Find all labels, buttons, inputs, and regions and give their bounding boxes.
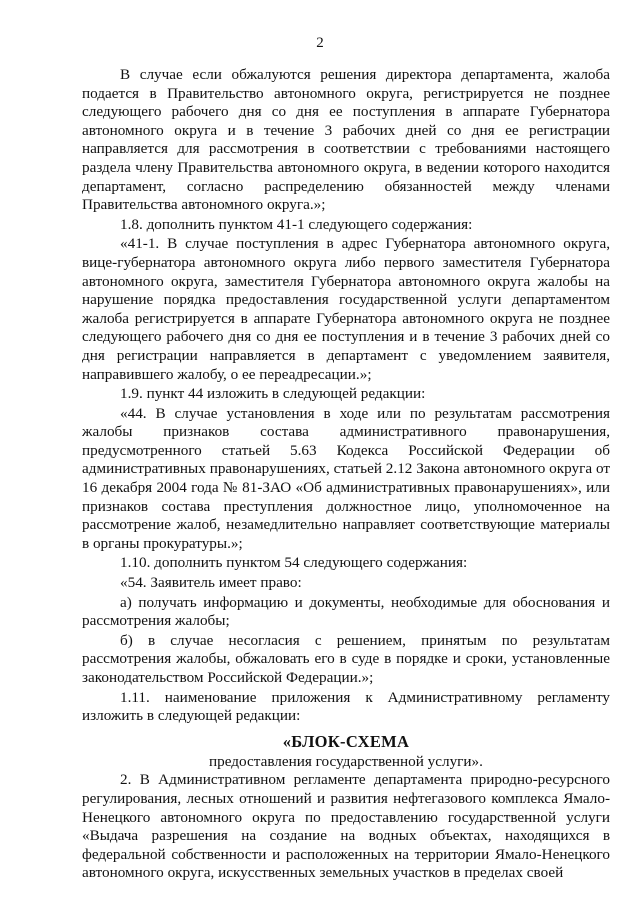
paragraph-item-1-8: 1.8. дополнить пунктом 41-1 следующего содержания: xyxy=(120,215,473,233)
paragraph-clause-54: «54. Заявитель имеет право: xyxy=(120,574,302,592)
paragraph-item-1-10: 1.10. дополнить пунктом 54 следующего содержания: xyxy=(120,554,468,572)
block-scheme-subtitle: предоставления государственной услуги». xyxy=(209,752,483,770)
paragraph-item-1-9: 1.9. пункт 44 изложить в следующей редакции: xyxy=(120,385,426,403)
paragraph-right-b: б) в случае несогласия с решением, принятым по результатам рассмотрения жалобы, обжаловать его в суде в порядке и сроки, установленные законодательством Российской Федерации.»; xyxy=(82,631,610,686)
paragraph-appeal-director: В случае если обжалуются решения директора департамента, жалоба подается в Правительство автономного округа, регистрируется не позднее следующего рабочего дня со дня ее поступления в аппарате Губернатора автономного округа и в течение 3 рабочих дней со дня ее регистрации направляется для рассмотрения в соответствии с требованиями настоящего раздела члену Правительства автономного округа, в ведении которого находится департамент, согласно распределению обязанностей между членами Правительства автономного округа.»; xyxy=(82,66,610,214)
paragraph-clause-44: «44. В случае установления в ходе или по результатам рассмотрения жалобы признаков состава административного правонарушения, предусмотренного статьей 5.63 Кодекса Российской Федерации об административных правонарушениях, статьей 2.12 Закона автономного округа от 16 декабря 2004 года № 81-ЗАО «Об административных правонарушениях», или признаков состава преступления должностное лицо, уполномоченное на рассмотрение жалоб, незамедлительно направляет соответствующие материалы в органы прокуратуры.»; xyxy=(82,404,610,552)
paragraph-item-1-11: 1.11. наименование приложения к Административному регламенту изложить в следующей редакции: xyxy=(82,688,610,725)
page-number: 2 xyxy=(316,35,324,51)
paragraph-clause-41-1: «41-1. В случае поступления в адрес Губернатора автономного округа, вице-губернатора автономного округа либо первого заместителя Губернатора автономного округа, заместителя Губернатора автономного округа жалобы на нарушение порядка предоставления государственной услуги департаментом жалоба регистрируется в аппарате Губернатора автономного округа не позднее следующего рабочего дня со дня ее поступления и в течение 3 рабочих дней со дня регистрации направляется в департамент с уведомлением заявителя, направившего жалобу, о ее переадресации.»; xyxy=(82,235,610,383)
paragraph-item-2: 2. В Административном регламенте департамента природно-ресурсного регулирования, лесных отношений и развития нефтегазового комплекса Ямало-Ненецкого автономного округа по предоставлению государственной услуги «Выдача разрешения на создание на водных объектах, находящихся в федеральной собственности и расположенных на территории Ямало-Ненецкого автономного округа, искусственных земельных участков в пределах своей xyxy=(82,771,610,882)
document-body xyxy=(82,66,610,883)
block-scheme-title: «БЛОК-СХЕМА xyxy=(282,731,410,751)
paragraph-right-a: а) получать информацию и документы, необходимые для обоснования и рассмотрения жалобы; xyxy=(82,593,610,630)
